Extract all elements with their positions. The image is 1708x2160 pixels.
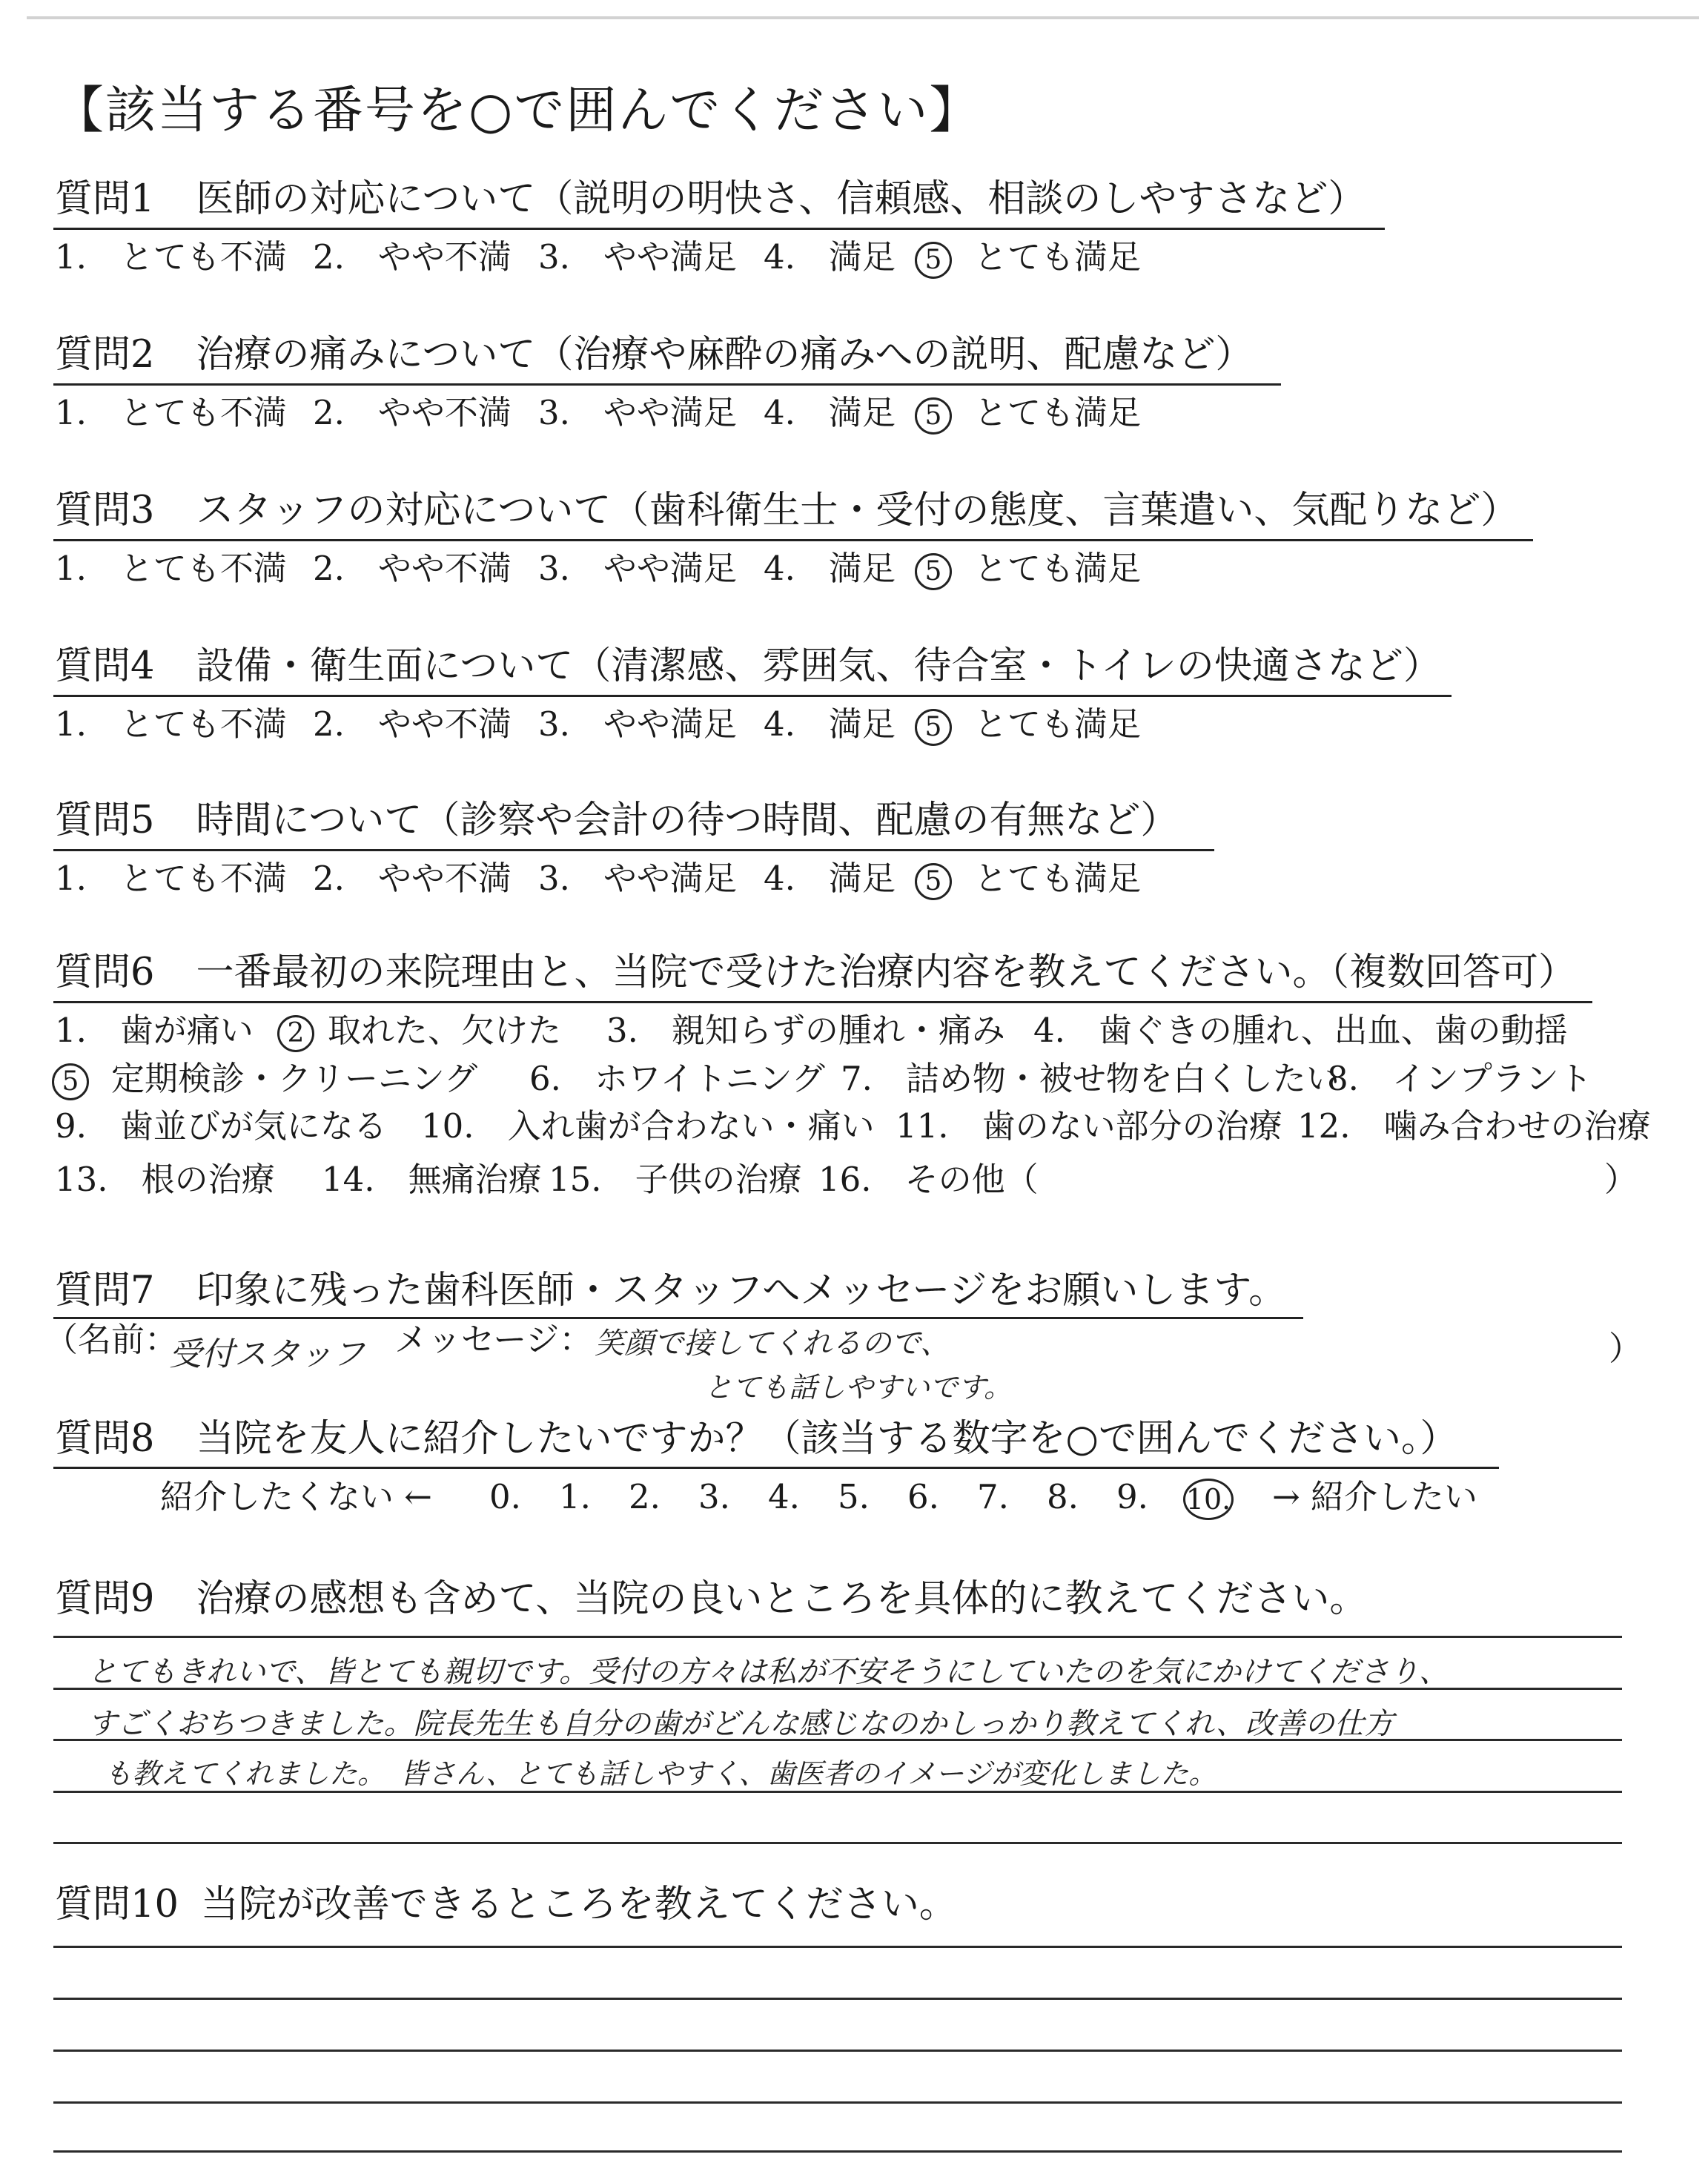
- q8-option-3[interactable]: 3.: [698, 1477, 730, 1516]
- q2-option-5-label: とても満足: [974, 393, 1142, 432]
- q6-option-6[interactable]: 6. ホワイトニング: [529, 1059, 825, 1098]
- q1-option-2[interactable]: 2. やや不満: [313, 237, 512, 277]
- q1-option-1[interactable]: 1. とても不満: [55, 237, 287, 277]
- question-3-underline: [53, 539, 1533, 541]
- q2-option-5-circled[interactable]: 5: [915, 397, 952, 435]
- q10-writing-line-3[interactable]: [53, 2050, 1622, 2052]
- q6-option-5-label: 定期検診・クリーニング: [111, 1059, 478, 1098]
- q6-option-16[interactable]: 16. その他（: [818, 1160, 1039, 1199]
- question-5-title: 質問5 時間について（診察や会計の待つ時間、配慮の有無など）: [55, 799, 1179, 842]
- q8-option-1[interactable]: 1.: [559, 1477, 591, 1516]
- q3-option-3[interactable]: 3. やや満足: [538, 549, 737, 588]
- q2-option-1[interactable]: 1. とても不満: [55, 393, 287, 432]
- q1-option-5-label: とても満足: [974, 237, 1142, 277]
- q10-writing-line-5[interactable]: [53, 2150, 1622, 2153]
- q6-option-1[interactable]: 1. 歯が痛い: [55, 1011, 254, 1050]
- q7-message-handwritten-line-1[interactable]: 笑顔で接してくれるので、: [595, 1327, 950, 1361]
- question-3-title: 質問3 スタッフの対応について（歯科衛生士・受付の態度、言葉遣い、気配りなど）: [55, 489, 1519, 532]
- q10-writing-line-1[interactable]: [53, 1946, 1622, 1948]
- q6-option-12[interactable]: 12. 噛み合わせの治療: [1297, 1106, 1651, 1146]
- q6-option-13[interactable]: 13. 根の治療: [55, 1160, 275, 1199]
- q10-writing-line-2[interactable]: [53, 1998, 1622, 2000]
- question-4-underline: [53, 695, 1452, 697]
- q9-answer-line-2[interactable]: すごくおちつきました。院長先生も自分の歯がどんな感じなのかしっかり教えてくれ、改善の仕方: [87, 1707, 1394, 1741]
- q2-option-4[interactable]: 4. 満足: [764, 393, 896, 432]
- q6-option-2-circled[interactable]: 2: [277, 1015, 314, 1052]
- q8-option-4[interactable]: 4.: [768, 1477, 800, 1516]
- q8-option-9[interactable]: 9.: [1116, 1477, 1148, 1516]
- q9-writing-line-1: [53, 1636, 1622, 1638]
- q5-option-4[interactable]: 4. 満足: [764, 859, 896, 898]
- q6-option-14[interactable]: 14. 無痛治療: [322, 1160, 542, 1199]
- q3-option-5-label: とても満足: [974, 549, 1142, 588]
- q1-option-5-circled[interactable]: 5: [915, 242, 952, 279]
- q8-option-2[interactable]: 2.: [629, 1477, 661, 1516]
- q9-answer-line-3[interactable]: も教えてくれました。 皆さん、とても話しやすく、歯医者のイメージが変化しました。: [104, 1757, 1217, 1790]
- q8-option-5[interactable]: 5.: [838, 1477, 870, 1516]
- q6-option-3[interactable]: 3. 親知らずの腫れ・痛み: [606, 1011, 1005, 1050]
- q1-option-4[interactable]: 4. 満足: [764, 237, 896, 277]
- q6-option-2-label: 取れた、欠けた: [328, 1011, 562, 1050]
- q8-left-label: 紹介したくない ←: [160, 1477, 433, 1516]
- q7-close-paren: ）: [1609, 1329, 1643, 1368]
- q4-option-5-label: とても満足: [974, 704, 1142, 744]
- q6-option-16-close: ）: [1604, 1160, 1638, 1199]
- q3-option-4[interactable]: 4. 満足: [764, 549, 896, 588]
- q2-option-3[interactable]: 3. やや満足: [538, 393, 737, 432]
- q3-option-2[interactable]: 2. やや不満: [313, 549, 512, 588]
- form-header: 【該当する番号を○で囲んでください】: [53, 82, 982, 140]
- q4-option-4[interactable]: 4. 満足: [764, 704, 896, 744]
- question-6-underline: [53, 1001, 1592, 1003]
- q4-option-3[interactable]: 3. やや満足: [538, 704, 737, 744]
- q6-option-4[interactable]: 4. 歯ぐきの腫れ、出血、歯の動揺: [1033, 1011, 1568, 1050]
- q8-option-6[interactable]: 6.: [907, 1477, 939, 1516]
- question-9-title: 質問9 治療の感想も含めて、当院の良いところを具体的に教えてください。: [55, 1577, 1368, 1621]
- question-8-underline: [53, 1467, 1499, 1469]
- q8-option-0[interactable]: 0.: [489, 1477, 521, 1516]
- question-6-title: 質問6 一番最初の来院理由と、当院で受けた治療内容を教えてください。（複数回答可）: [55, 951, 1576, 994]
- q6-option-10[interactable]: 10. 入れ歯が合わない・痛い: [421, 1106, 875, 1146]
- q6-option-7[interactable]: 7. 詰め物・被せ物を白くしたい: [841, 1059, 1340, 1098]
- q4-option-2[interactable]: 2. やや不満: [313, 704, 512, 744]
- question-7-title: 質問7 印象に残った歯科医師・スタッフへメッセージをお願いします。: [55, 1269, 1287, 1312]
- question-8-title: 質問8 当院を友人に紹介したいですか？（該当する数字を○で囲んでください。）: [55, 1417, 1458, 1461]
- q4-option-5-circled[interactable]: 5: [915, 709, 952, 746]
- q2-option-2[interactable]: 2. やや不満: [313, 393, 512, 432]
- q7-name-label: （名前：: [44, 1320, 179, 1359]
- q9-writing-line-5: [53, 1842, 1622, 1844]
- question-2-title: 質問2 治療の痛みについて（治療や麻酔の痛みへの説明、配慮など）: [55, 333, 1254, 377]
- q6-option-15[interactable]: 15. 子供の治療: [549, 1160, 802, 1199]
- q8-right-label: → 紹介したい: [1272, 1477, 1478, 1516]
- q5-option-3[interactable]: 3. やや満足: [538, 859, 737, 898]
- question-5-underline: [53, 849, 1214, 851]
- q6-option-9[interactable]: 9. 歯並びが気になる: [55, 1106, 387, 1146]
- q7-message-handwritten-line-2[interactable]: とても話しやすいです。: [704, 1371, 1012, 1404]
- q6-option-11[interactable]: 11. 歯のない部分の治療: [896, 1106, 1282, 1146]
- q4-option-1[interactable]: 1. とても不満: [55, 704, 287, 744]
- q5-option-1[interactable]: 1. とても不満: [55, 859, 287, 898]
- q1-option-3[interactable]: 3. やや満足: [538, 237, 737, 277]
- q5-option-2[interactable]: 2. やや不満: [313, 859, 512, 898]
- q3-option-5-circled[interactable]: 5: [915, 553, 952, 590]
- q10-writing-line-4[interactable]: [53, 2101, 1622, 2104]
- q7-name-handwritten[interactable]: 受付スタッフ: [169, 1335, 365, 1373]
- question-1-underline: [53, 228, 1385, 230]
- question-1-title: 質問1 医師の対応について（説明の明快さ、信頼感、相談のしやすさなど）: [55, 177, 1366, 221]
- top-border: [27, 16, 1699, 19]
- q5-option-5-circled[interactable]: 5: [915, 863, 952, 900]
- question-7-underline: [53, 1317, 1303, 1319]
- question-10-title: 質問10 当院が改善できるところを教えてください。: [55, 1883, 957, 1926]
- q5-option-5-label: とても満足: [974, 859, 1142, 898]
- q7-message-label: メッセージ：: [394, 1320, 593, 1359]
- q8-option-7[interactable]: 7.: [977, 1477, 1009, 1516]
- question-4-title: 質問4 設備・衛生面について（清潔感、雰囲気、待合室・トイレの快適さなど）: [55, 644, 1441, 688]
- q9-answer-line-1[interactable]: とてもきれいで、皆とても親切です。受付の方々は私が不安そうにしていたのを気にかけてくださり、: [87, 1655, 1449, 1689]
- q8-option-10-circled[interactable]: 10.: [1183, 1479, 1234, 1520]
- question-2-underline: [53, 383, 1281, 386]
- q3-option-1[interactable]: 1. とても不満: [55, 549, 287, 588]
- q6-option-5-circled[interactable]: 5: [52, 1063, 89, 1100]
- q6-option-8[interactable]: 8. インプラント: [1327, 1059, 1592, 1098]
- q8-option-8[interactable]: 8.: [1047, 1477, 1079, 1516]
